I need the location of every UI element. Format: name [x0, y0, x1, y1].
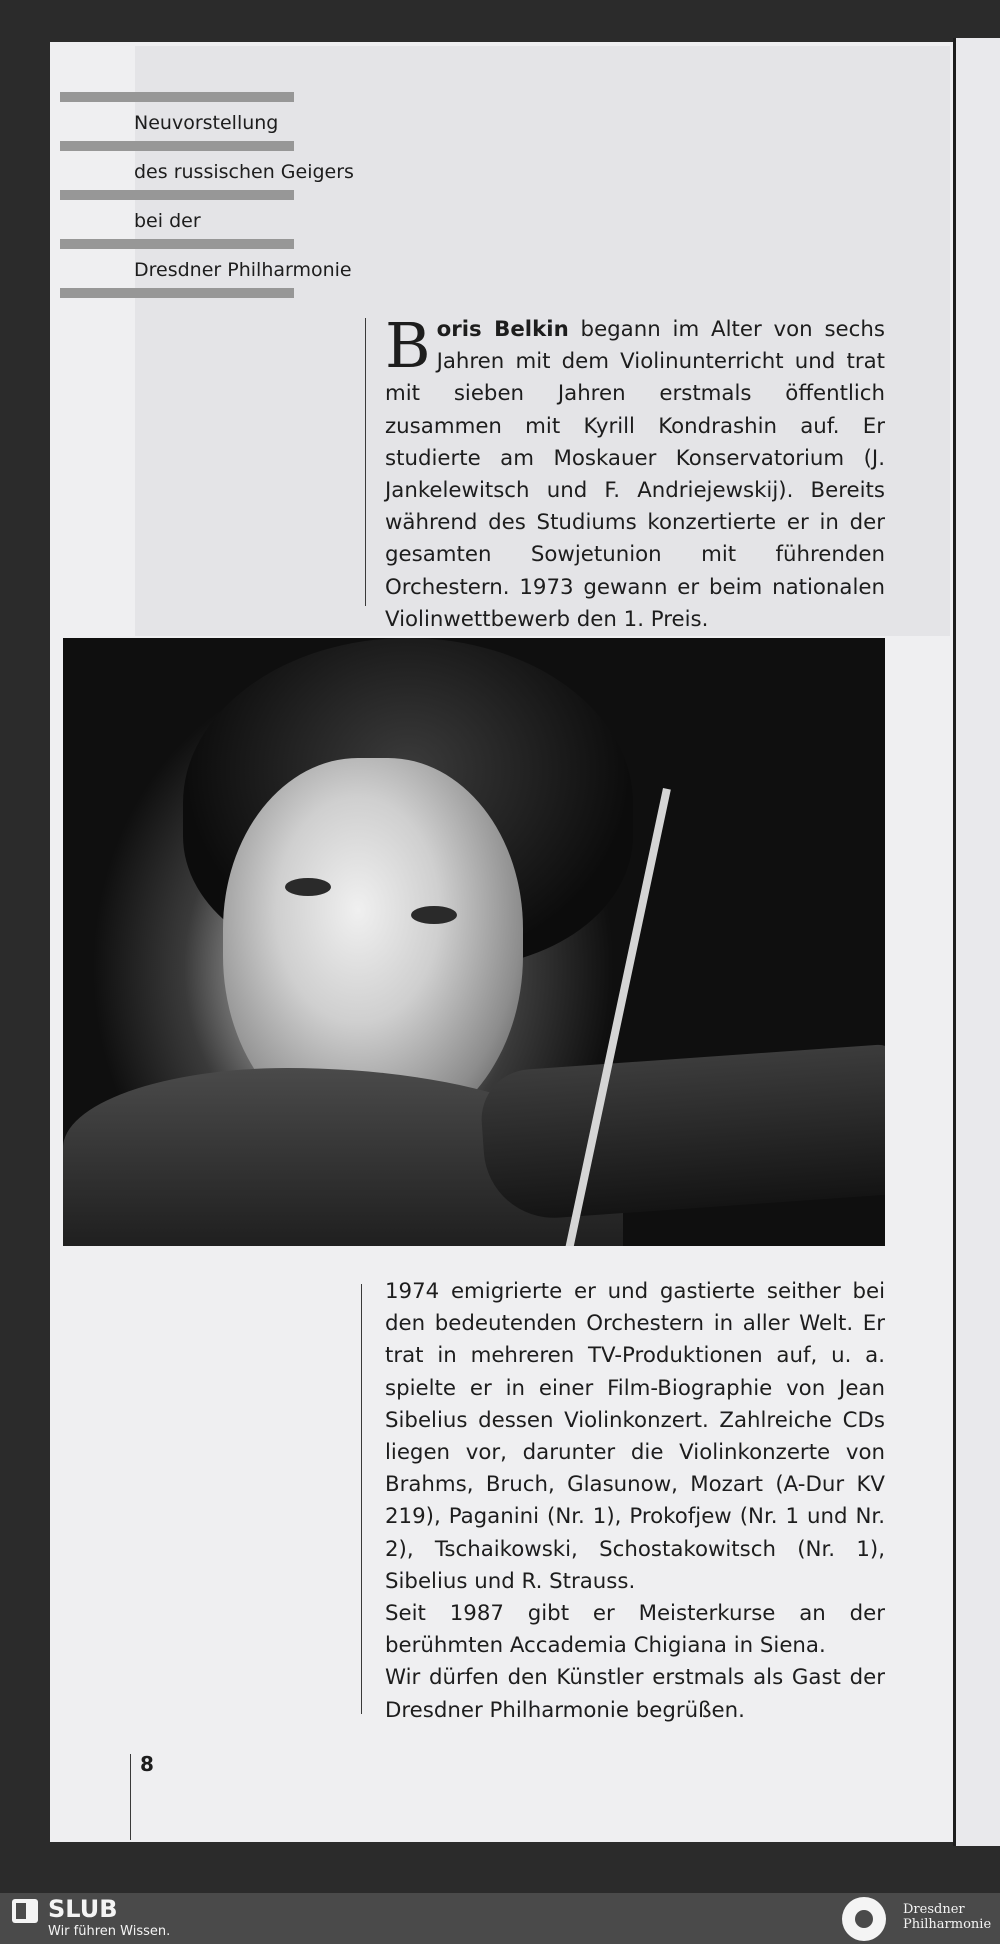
- adjacent-page-edge: [953, 38, 1000, 1846]
- dresdner-philharmonie-label[interactable]: [903, 1902, 991, 1932]
- heading-bar: [60, 288, 294, 298]
- heading-line-1: Neuvorstellung: [134, 112, 279, 134]
- footer-bar: [0, 1893, 1000, 1944]
- intro-column-rule: [365, 318, 366, 606]
- dresdner-philharmonie-logo-icon: [842, 1897, 886, 1941]
- heading-bar: [60, 239, 294, 249]
- heading-bar: [60, 141, 294, 151]
- intro-text: begann im Alter von sechs Jahren mit dem Violinunterricht und trat mit sieben Jahren erstmals öffentlich zusammen mit Kyrill Kondrashin auf. Er studierte am Moskauer Konservatorium (J. Jankelewitsch und F. Andriejewskij). Bereits während des Studiums konzertierte er in der gesamten Sowjetunion mit führenden Orchestern. 1973 gewann er beim nationalen Violinwettbewerb den 1. Preis.: [385, 317, 885, 632]
- dp-line-2: Philharmonie: [903, 1917, 992, 1932]
- heading-bar: [60, 92, 294, 102]
- heading-line-4: Dresdner Philharmonie: [134, 259, 352, 281]
- main-paragraph-1: 1974 emigrierte er und gastierte seither bei den bedeutenden Orchestern in aller Welt. Er trat in mehreren TV-Produktionen auf, u. a. spielte er in einer Film-Biographie von Jean Sibelius dessen Violinkonzert. Zahlreiche CDs liegen vor, darunter die Violinkonzerte von Brahms, Bruch, Glasunow, Mozart (A-Dur KV 219), Paganini (Nr. 1), Prokofjew (Nr. 1 und Nr. 2), Tschaikowski, Schostakowitsch (Nr. 1), Sibelius und R. Strauss.: [385, 1279, 885, 1594]
- drop-cap: B: [385, 309, 431, 382]
- slub-logo-icon: [12, 1899, 38, 1923]
- heading-line-3: bei der: [134, 210, 201, 232]
- artist-photo: [63, 638, 885, 1246]
- heading-line-2: des russischen Geigers: [134, 161, 354, 183]
- slub-name[interactable]: SLUB: [48, 1895, 118, 1923]
- main-paragraph-3: Wir dürfen den Künstler erstmals als Gast der Dresdner Philharmonie begrüßen.: [385, 1665, 885, 1723]
- main-text: [385, 1276, 885, 1727]
- intro-paragraph: [385, 309, 885, 636]
- artist-name: oris Belkin: [436, 317, 569, 342]
- main-column-rule: [361, 1284, 362, 1714]
- dp-line-1: Dresdner: [903, 1902, 965, 1917]
- photo-eye: [411, 906, 457, 924]
- page-number: 8: [140, 1752, 154, 1776]
- photo-eye: [285, 878, 331, 896]
- main-paragraph-2: Seit 1987 gibt er Meisterkurse an der berühmten Accademia Chigiana in Siena.: [385, 1601, 885, 1659]
- photo-violin: [478, 1044, 885, 1223]
- heading-bar: [60, 190, 294, 200]
- page-number-rule: [130, 1754, 131, 1840]
- slub-tagline: Wir führen Wissen.: [48, 1924, 171, 1939]
